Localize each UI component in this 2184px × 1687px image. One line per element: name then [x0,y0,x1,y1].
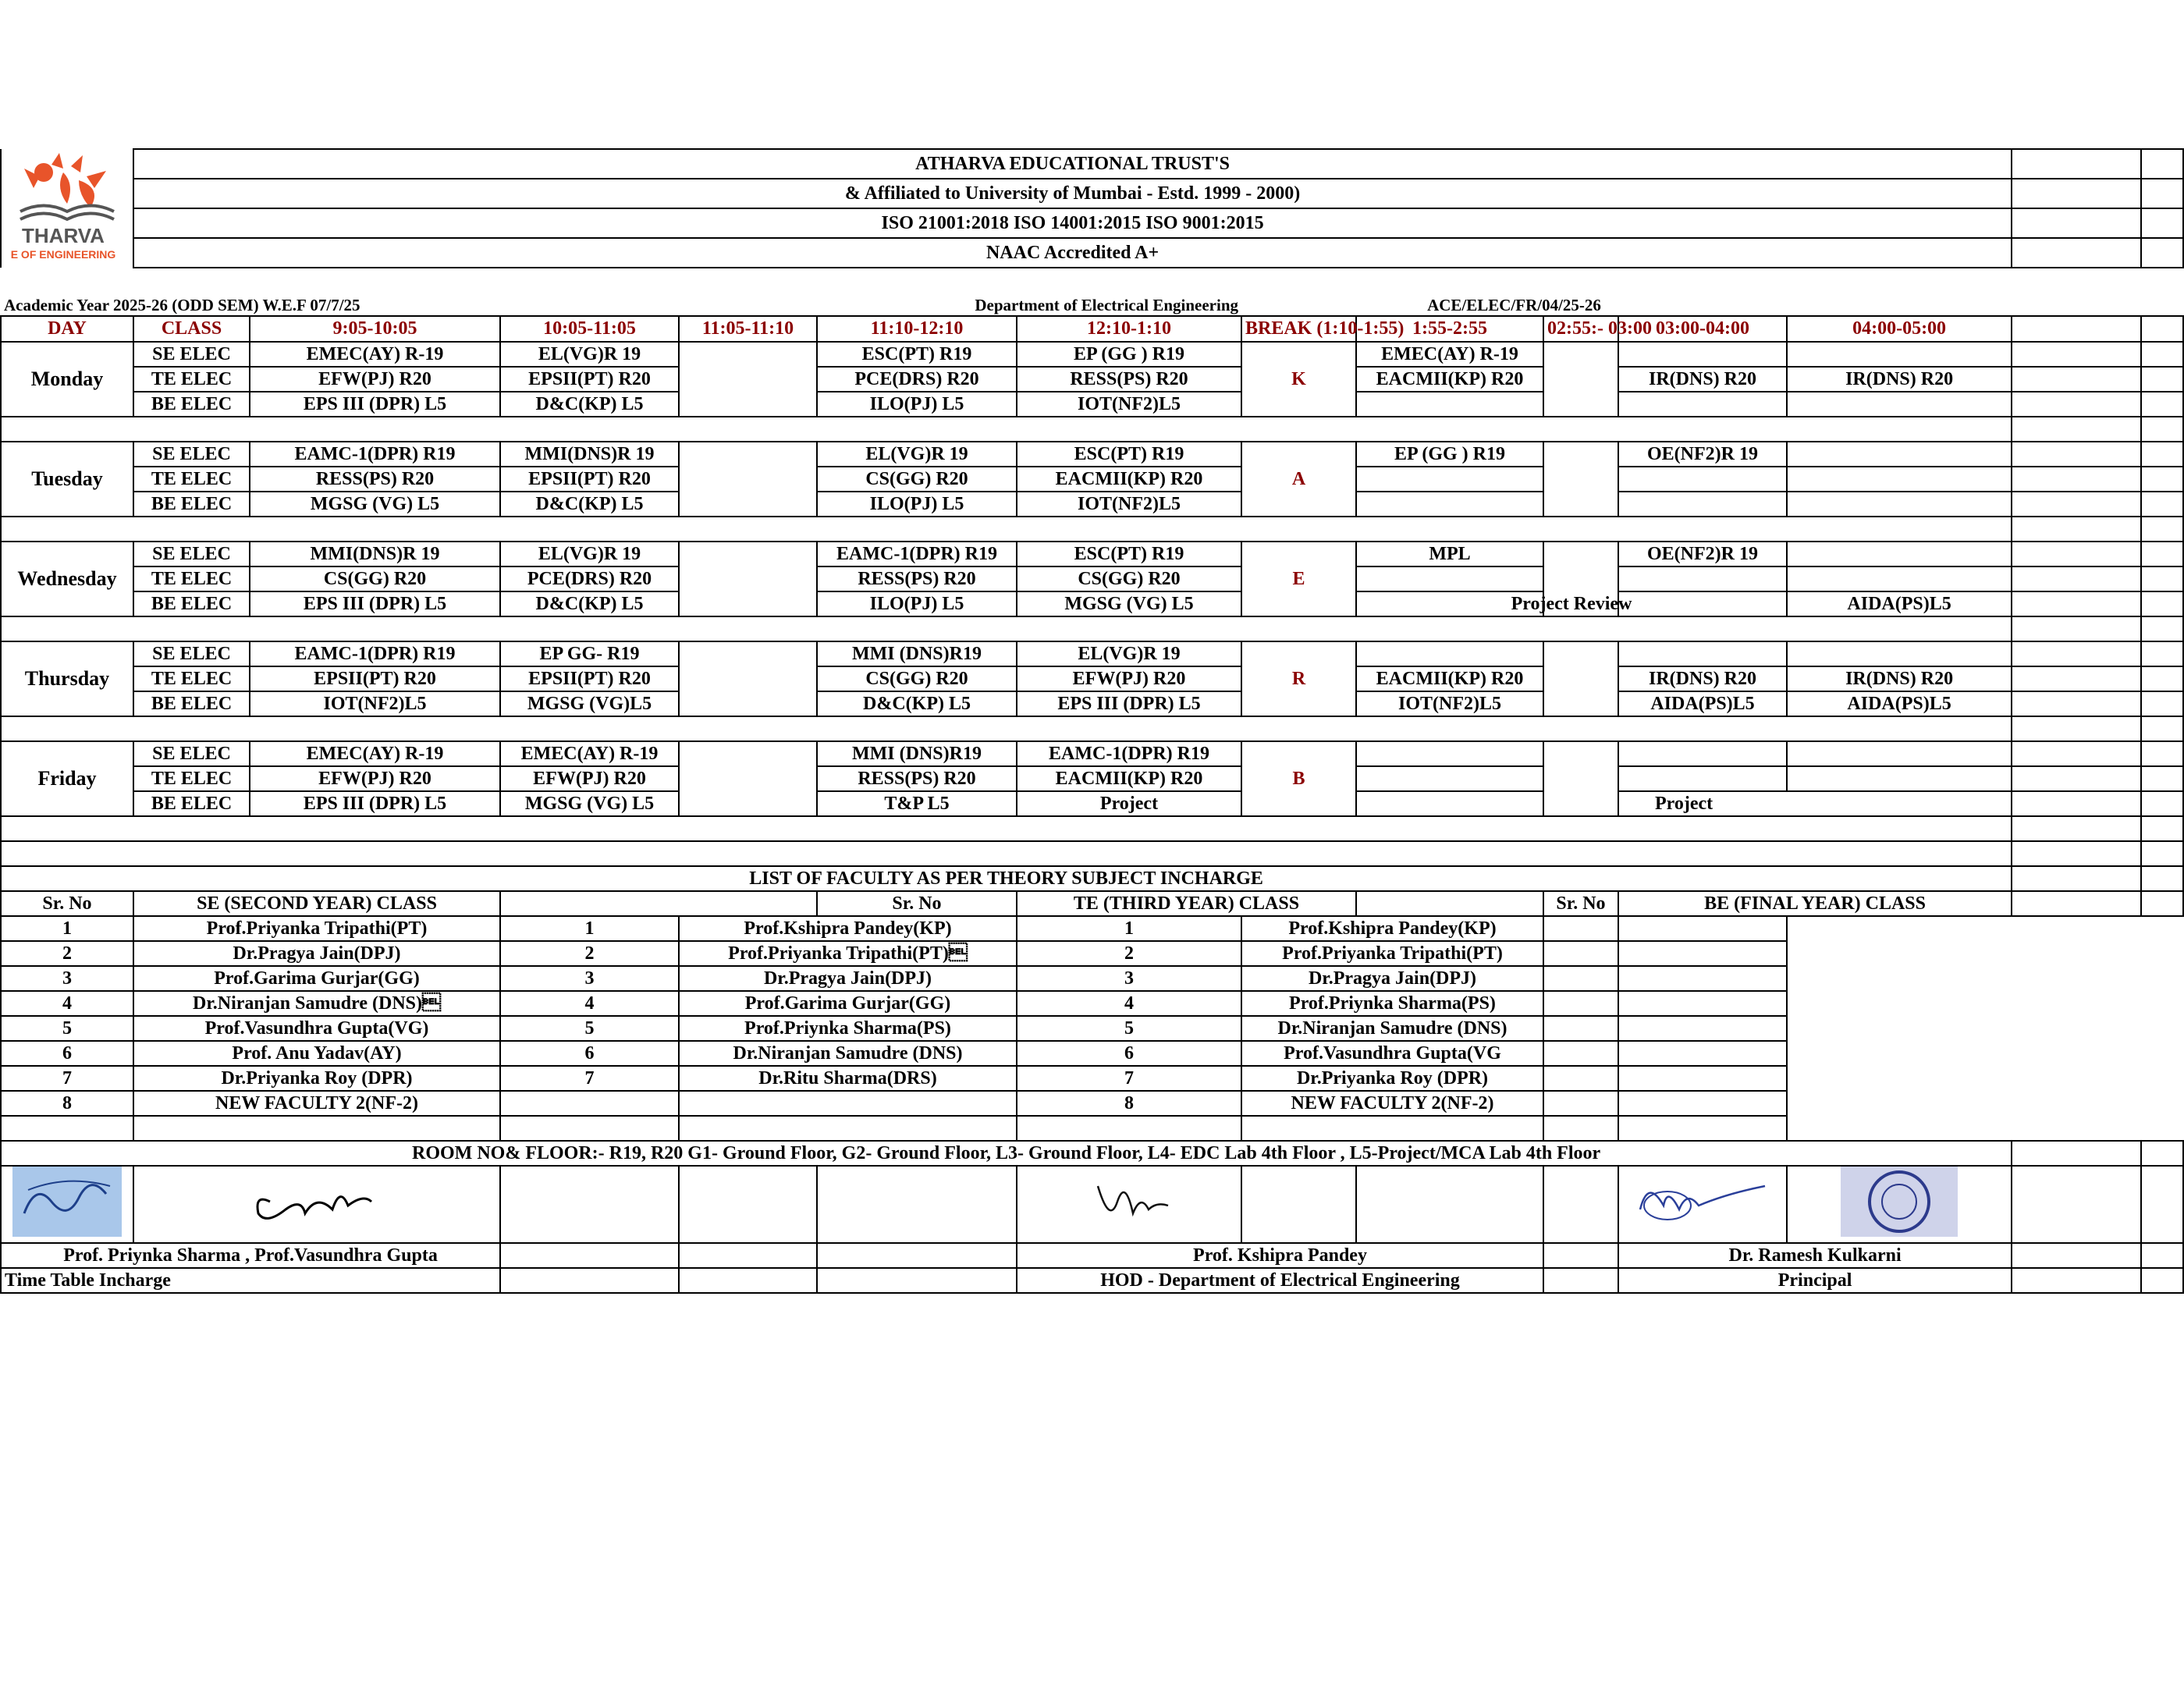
hod-name: Prof. Kshipra Pandey [1017,1243,1543,1268]
te-sr-no: 3 [500,966,679,991]
slot-cell: EP (GG ) R19 [1017,342,1241,367]
day-label: Tuesday [1,442,133,517]
te-sr-no: 4 [500,991,679,1016]
list-item [1,991,2183,1016]
slot-cell: D&C(KP) L5 [500,392,679,417]
se-faculty-name: Dr.Priyanka Roy (DPR) [133,1066,500,1091]
slot-cell: IOT(NF2)L5 [1017,492,1241,517]
class-cell: SE ELEC [133,542,250,566]
te-faculty-name: Prof.Priyanka Tripathi(PT) [679,941,1017,966]
slot-cell [1356,566,1543,591]
days-body [1,342,2183,841]
be-faculty-name: Prof.Priyanka Tripathi(PT) [1241,941,1543,966]
slot-cell: EACMII(KP) R20 [1017,467,1241,492]
list-item [1,1016,2183,1041]
te-faculty-name: Dr.Pragya Jain(DPJ) [679,966,1017,991]
te-faculty-name [679,1116,1017,1141]
slot-cell: PCE(DRS) R20 [500,566,679,591]
slot-cell: PCE(DRS) R20 [817,367,1017,392]
slot-cell [1543,342,1618,417]
slot-cell [1787,542,2012,566]
slot-cell: MPL [1356,542,1543,566]
principal-role: Principal [1618,1268,2012,1293]
be-faculty-name: Prof.Vasundhra Gupta(VG [1241,1041,1543,1066]
slot-cell [1787,492,2012,517]
logo-cell [1,149,133,268]
slot-cell: EPS III (DPR) L5 [250,791,500,816]
class-cell: SE ELEC [133,741,250,766]
header-line-4: NAAC Accredited A+ [133,238,2012,268]
slot-cell: MGSG (VG)L5 [500,691,679,716]
slot-cell: D&C(KP) L5 [500,591,679,616]
col-day: DAY [1,316,133,342]
se-sr-no: 7 [1,1066,133,1091]
be-sr-label: Sr. No [1543,891,1618,916]
slot-cell [1356,741,1543,766]
be-faculty-name: Dr.Pragya Jain(DPJ) [1241,966,1543,991]
slot-cell: ESC(PT) R19 [1017,442,1241,467]
slot-cell: Project [1356,791,2012,816]
se-faculty-name: Dr.Pragya Jain(DPJ) [133,941,500,966]
slot-cell: ILO(PJ) L5 [817,492,1017,517]
slot-cell [1787,342,2012,367]
slot-cell: MGSG (VG) L5 [1017,591,1241,616]
slot-cell [1787,641,2012,666]
slot-cell: IR(DNS) R20 [1787,666,2012,691]
slot-cell [1356,492,1543,517]
se-sr-no: 1 [1,916,133,941]
signature-gupta-icon [231,1170,403,1233]
se-sr-no: 3 [1,966,133,991]
class-cell: BE ELEC [133,591,250,616]
slot-cell: MGSG (VG) L5 [500,791,679,816]
te-faculty-name: Prof.Priynka Sharma(PS) [679,1016,1017,1041]
se-sr-no [1,1116,133,1141]
te-faculty-name: Prof.Garima Gurjar(GG) [679,991,1017,1016]
slot-cell: T&P L5 [817,791,1017,816]
se-faculty-name: NEW FACULTY 2(NF-2) [133,1091,500,1116]
signature-pandey [1017,1166,1241,1243]
hod-role: HOD - Department of Electrical Engineering [1017,1268,1543,1293]
slot-cell: ESC(PT) R19 [817,342,1017,367]
slot-cell [1356,392,1543,417]
table-row [1,591,2183,616]
slot-cell: MMI (DNS)R19 [817,641,1017,666]
slot-cell: AIDA(PS)L5 [1787,691,2012,716]
slot-cell: CS(GG) R20 [1017,566,1241,591]
class-cell: BE ELEC [133,492,250,517]
col-slot-9: 04:00-05:00 [1787,316,2012,342]
slot-cell: ILO(PJ) L5 [817,591,1017,616]
be-faculty-name: Prof.Kshipra Pandey(KP) [1241,916,1543,941]
te-sr-no [500,1116,679,1141]
te-faculty-name: Dr.Niranjan Samudre (DNS) [679,1041,1017,1066]
be-sr-no: 5 [1017,1016,1241,1041]
table-row [1,442,2183,467]
break-letter: E [1241,542,1356,616]
slot-cell: EPSII(PT) R20 [500,666,679,691]
slot-cell: D&C(KP) L5 [817,691,1017,716]
slot-cell: RESS(PS) R20 [1017,367,1241,392]
break-letter: B [1241,741,1356,816]
slot-cell: MMI(DNS)R 19 [250,542,500,566]
slot-cell: IOT(NF2)L5 [250,691,500,716]
slot-cell: EMEC(AY) R-19 [1356,342,1543,367]
faculty-body [1,916,2183,1141]
list-item [1,966,2183,991]
te-sr-no: 2 [500,941,679,966]
class-cell: SE ELEC [133,442,250,467]
col-break: BREAK (1:10-1:55) [1241,316,1356,342]
se-sr-no: 6 [1,1041,133,1066]
slot-cell: OE(NF2)R 19 [1618,542,1787,566]
te-sr-no: 7 [500,1066,679,1091]
be-sr-no [1017,1116,1241,1141]
table-row [1,741,2183,766]
slot-cell: Project [1017,791,1241,816]
slot-cell [1618,641,1787,666]
col-slot-2: 10:05-11:05 [500,316,679,342]
slot-cell [1356,467,1543,492]
table-row [1,766,2183,791]
slot-cell: AIDA(PS)L5 [1618,691,1787,716]
col-slot-8: 03:00-04:00 [1618,316,1787,342]
slot-cell: EAMC-1(DPR) R19 [817,542,1017,566]
day-label: Thursday [1,641,133,716]
te-sr-no [500,1091,679,1116]
college-logo-icon [9,149,126,262]
slot-cell: IOT(NF2)L5 [1017,392,1241,417]
slot-cell [1787,467,2012,492]
signature-kulkarni [1618,1166,1787,1243]
se-sr-no: 4 [1,991,133,1016]
be-sr-no: 1 [1017,916,1241,941]
table-row [1,392,2183,417]
college-seal [1787,1166,2012,1243]
table-row [1,641,2183,666]
college-seal-icon [1841,1167,1958,1237]
break-letter: K [1241,342,1356,417]
class-cell: SE ELEC [133,641,250,666]
slot-cell [1787,741,2012,766]
list-item [1,1091,2183,1116]
slot-cell: Project Review [1356,591,1787,616]
svg-text:E OF ENGINEERING: E OF ENGINEERING [10,248,116,261]
col-slot-4: 11:10-12:10 [817,316,1017,342]
class-cell: BE ELEC [133,691,250,716]
slot-cell: EPSII(PT) R20 [500,467,679,492]
be-sr-no: 8 [1017,1091,1241,1116]
slot-cell [1787,442,2012,467]
table-row [1,467,2183,492]
slot-cell: EPS III (DPR) L5 [250,591,500,616]
slot-cell: EPSII(PT) R20 [250,666,500,691]
se-faculty-name: Prof.Priyanka Tripathi(PT) [133,916,500,941]
be-sr-no: 2 [1017,941,1241,966]
list-item [1,1066,2183,1091]
te-faculty-name: Dr.Ritu Sharma(DRS) [679,1066,1017,1091]
col-slot-6: 1:55-2:55 [1356,316,1543,342]
slot-cell: EFW(PJ) R20 [500,766,679,791]
form-code: ACE/ELEC/FR/04/25-26 [1427,296,1601,314]
incharge-names: Prof. Priynka Sharma , Prof.Vasundhra Gupta [1,1243,500,1268]
slot-cell: IR(DNS) R20 [1787,367,2012,392]
slot-cell: EP GG- R19 [500,641,679,666]
col-slot-7: 02:55:- 03:00 [1543,316,1618,342]
slot-cell: EAMC-1(DPR) R19 [1017,741,1241,766]
table-row [1,367,2183,392]
slot-cell [1618,392,1787,417]
slot-cell [1543,641,1618,716]
be-faculty-name [1241,1116,1543,1141]
slot-cell [679,641,817,716]
list-item [1,1116,2183,1141]
slot-cell: RESS(PS) R20 [817,766,1017,791]
se-faculty-name: Prof. Anu Yadav(AY) [133,1041,500,1066]
slot-cell: EL(VG)R 19 [1017,641,1241,666]
se-sr-no: 8 [1,1091,133,1116]
signature-sharma-icon [12,1167,122,1237]
table-row [1,791,2183,816]
header-line-2: & Affiliated to University of Mumbai - Estd. 1999 - 2000) [133,179,2012,208]
col-slot-3: 11:05-11:10 [679,316,817,342]
se-faculty-name [133,1116,500,1141]
slot-cell: EMEC(AY) R-19 [250,342,500,367]
slot-cell [1618,467,1787,492]
te-sr-no: 1 [500,916,679,941]
table-row [1,492,2183,517]
class-cell: TE ELEC [133,467,250,492]
slot-cell: EFW(PJ) R20 [250,367,500,392]
principal-name: Dr. Ramesh Kulkarni [1618,1243,2012,1268]
day-label: Wednesday [1,542,133,616]
slot-cell: RESS(PS) R20 [250,467,500,492]
slot-cell: ILO(PJ) L5 [817,392,1017,417]
be-sr-no: 3 [1017,966,1241,991]
class-cell: BE ELEC [133,392,250,417]
be-faculty-name: Dr.Niranjan Samudre (DNS) [1241,1016,1543,1041]
be-sr-no: 6 [1017,1041,1241,1066]
slot-cell: MGSG (VG) L5 [250,492,500,517]
slot-cell [1356,766,1543,791]
slot-cell: CS(GG) R20 [817,467,1017,492]
timetable-sheet [0,148,2182,1294]
slot-cell [1618,741,1787,766]
incharge-role: Time Table Incharge [1,1268,500,1293]
break-letter: A [1241,442,1356,517]
be-sr-no: 4 [1017,991,1241,1016]
class-cell: BE ELEC [133,791,250,816]
te-title: TE (THIRD YEAR) CLASS [1017,891,1356,916]
table-row [1,542,2183,566]
slot-cell: EMEC(AY) R-19 [500,741,679,766]
slot-cell: EFW(PJ) R20 [1017,666,1241,691]
se-sr-no: 5 [1,1016,133,1041]
break-letter: R [1241,641,1356,716]
slot-cell [1787,392,2012,417]
class-cell: SE ELEC [133,342,250,367]
col-slot-5: 12:10-1:10 [1017,316,1241,342]
se-faculty-name: Dr.Niranjan Samudre (DNS) [133,991,500,1016]
slot-cell: EAMC-1(DPR) R19 [250,641,500,666]
slot-cell: EACMII(KP) R20 [1356,367,1543,392]
day-label: Monday [1,342,133,417]
slot-cell: EPS III (DPR) L5 [250,392,500,417]
list-item [1,1041,2183,1066]
slot-cell [1787,766,2012,791]
svg-text:THARVA: THARVA [22,224,105,247]
slot-cell: ESC(PT) R19 [1017,542,1241,566]
slot-cell: EP (GG ) R19 [1356,442,1543,467]
room-note: ROOM NO& FLOOR:- R19, R20 G1- Ground Floor, G2- Ground Floor, L3- Ground Floor, L4- EDC Lab 4th Floor , L5-Project/MCA Lab 4th Floor [1,1141,2012,1166]
slot-cell [679,542,817,616]
class-cell: TE ELEC [133,566,250,591]
slot-cell [679,342,817,417]
slot-cell: MMI (DNS)R19 [817,741,1017,766]
class-cell: TE ELEC [133,367,250,392]
col-class: CLASS [133,316,250,342]
list-item [1,916,2183,941]
table-row [1,566,2183,591]
header-line-1: ATHARVA EDUCATIONAL TRUST'S [133,149,2012,179]
slot-cell: EFW(PJ) R20 [250,766,500,791]
te-sr-no: 5 [500,1016,679,1041]
se-title: SE (SECOND YEAR) CLASS [133,891,500,916]
slot-cell: OE(NF2)R 19 [1618,442,1787,467]
be-faculty-name: Prof.Priynka Sharma(PS) [1241,991,1543,1016]
se-faculty-name: Prof.Vasundhra Gupta(VG) [133,1016,500,1041]
se-sr-no: 2 [1,941,133,966]
slot-cell: EPS III (DPR) L5 [1017,691,1241,716]
signature-pandey-icon [1074,1170,1184,1233]
slot-cell: EL(VG)R 19 [817,442,1017,467]
faculty-list-title: LIST OF FACULTY AS PER THEORY SUBJECT INCHARGE [1,866,2012,891]
slot-cell: EACMII(KP) R20 [1356,666,1543,691]
se-faculty-name: Prof.Garima Gurjar(GG) [133,966,500,991]
slot-cell: EL(VG)R 19 [500,342,679,367]
class-cell: TE ELEC [133,666,250,691]
slot-cell: EPSII(PT) R20 [500,367,679,392]
slot-cell [679,741,817,816]
column-header-row [1,316,2183,342]
academic-year: Academic Year 2025-26 (ODD SEM) W.E.F 07/7/25 [4,296,360,314]
te-faculty-name [679,1091,1017,1116]
slot-cell: EAMC-1(DPR) R19 [250,442,500,467]
department-label: Department of Electrical Engineering [975,296,1238,314]
timetable-grid [0,148,2184,1294]
header-line-3: ISO 21001:2018 ISO 14001:2015 ISO 9001:2015 [133,208,2012,238]
slot-cell [1618,492,1787,517]
slot-cell: AIDA(PS)L5 [1787,591,2012,616]
slot-cell: CS(GG) R20 [817,666,1017,691]
te-sr-label: Sr. No [817,891,1017,916]
slot-cell: EL(VG)R 19 [500,542,679,566]
slot-cell [679,442,817,517]
slot-cell: EMEC(AY) R-19 [250,741,500,766]
slot-cell [1787,566,2012,591]
be-faculty-name: NEW FACULTY 2(NF-2) [1241,1091,1543,1116]
slot-cell: D&C(KP) L5 [500,492,679,517]
te-faculty-name: Prof.Kshipra Pandey(KP) [679,916,1017,941]
table-row [1,666,2183,691]
class-cell: TE ELEC [133,766,250,791]
slot-cell [1618,342,1787,367]
col-slot-1: 9:05-10:05 [250,316,500,342]
slot-cell: RESS(PS) R20 [817,566,1017,591]
slot-cell [1356,641,1543,666]
slot-cell: MMI(DNS)R 19 [500,442,679,467]
signature-sharma [1,1166,133,1243]
se-sr-label: Sr. No [1,891,133,916]
be-sr-no: 7 [1017,1066,1241,1091]
table-row [1,342,2183,367]
te-sr-no: 6 [500,1041,679,1066]
be-faculty-name: Dr.Priyanka Roy (DPR) [1241,1066,1543,1091]
signature-kulkarni-icon [1625,1170,1781,1233]
signature-gupta [133,1166,500,1243]
slot-cell: IOT(NF2)L5 [1356,691,1543,716]
slot-cell: EACMII(KP) R20 [1017,766,1241,791]
slot-cell: IR(DNS) R20 [1618,367,1787,392]
slot-cell: IR(DNS) R20 [1618,666,1787,691]
slot-cell: CS(GG) R20 [250,566,500,591]
slot-cell [1618,766,1787,791]
slot-cell [1618,566,1787,591]
slot-cell [1543,442,1618,517]
table-row [1,691,2183,716]
list-item [1,941,2183,966]
be-title: BE (FINAL YEAR) CLASS [1618,891,2012,916]
day-label: Friday [1,741,133,816]
